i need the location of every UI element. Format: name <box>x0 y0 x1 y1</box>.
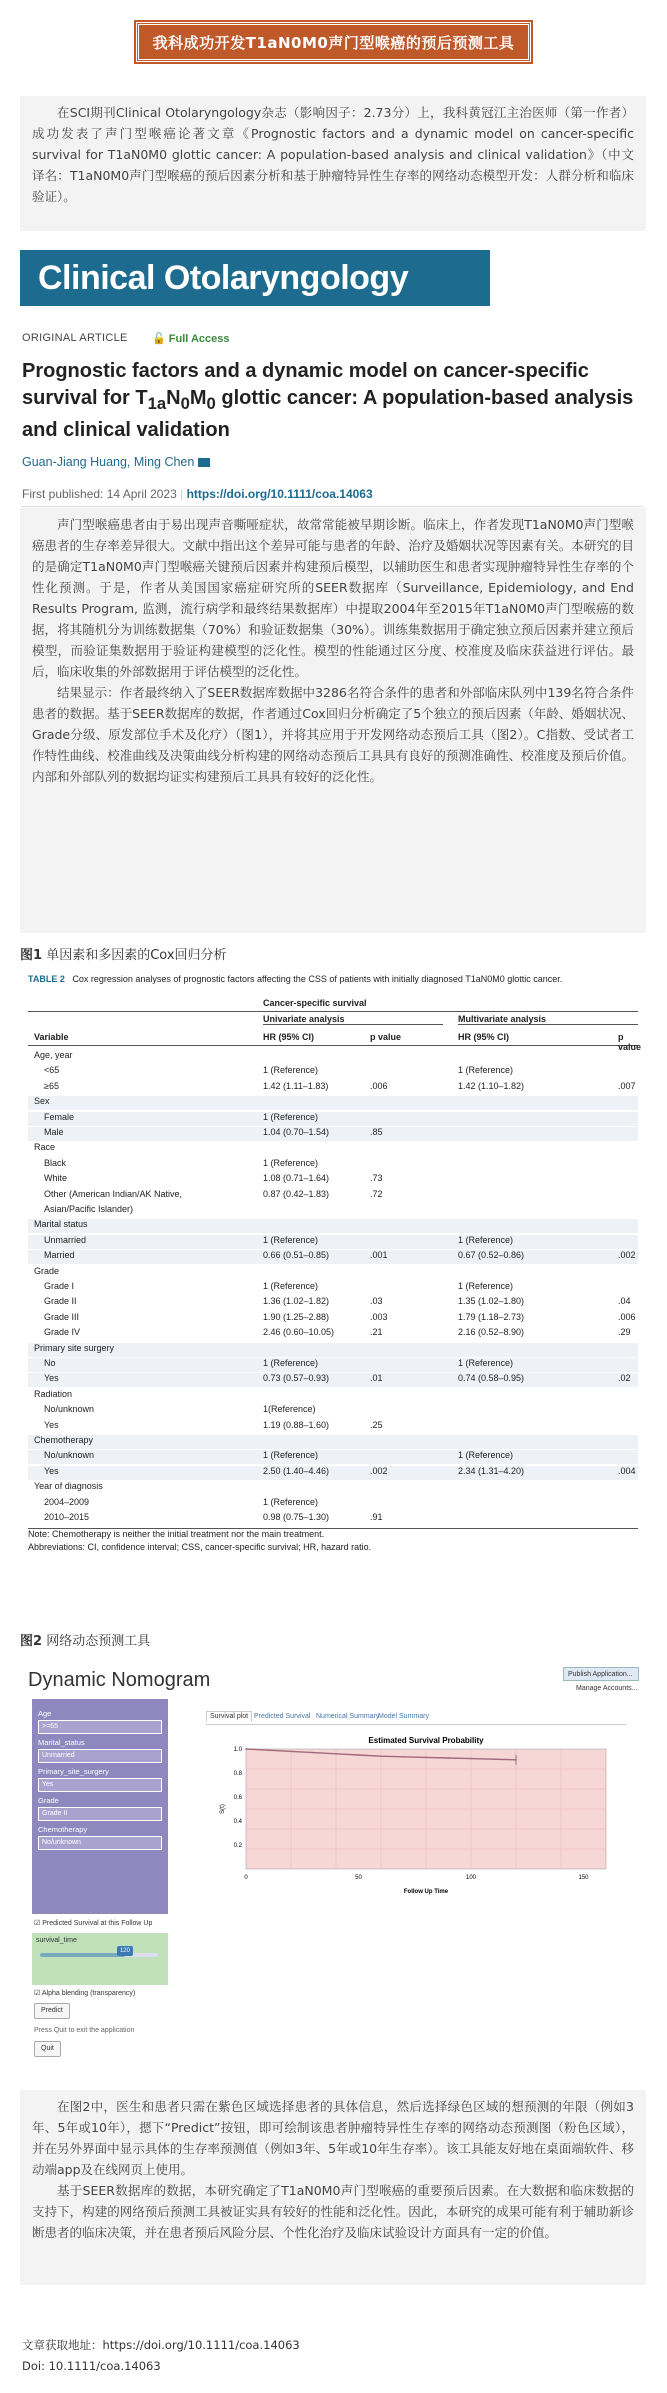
slider-fill <box>40 1953 125 1957</box>
cell-hr-uni: 1.08 (0.71–1.64) <box>263 1173 330 1184</box>
table-group-row <box>28 1343 638 1357</box>
cell-hr-uni: 1 (Reference) <box>263 1157 319 1168</box>
table-group-header <box>28 998 638 1012</box>
cell-p-uni: .01 <box>370 1373 383 1384</box>
cell-hr-multi: 1.79 (1.18–2.73) <box>458 1311 525 1322</box>
survival-point <box>313 1752 315 1754</box>
tab-0[interactable]: Survival plot <box>206 1711 252 1722</box>
table-row <box>28 1173 638 1187</box>
cell-variable: Yes <box>44 1373 59 1384</box>
cell-p-uni: .25 <box>370 1419 383 1430</box>
uni-header: Univariate analysis <box>263 1014 443 1025</box>
y-tick-label: 0.6 <box>233 1795 242 1801</box>
slider-thumb[interactable]: 120 <box>117 1946 133 1956</box>
survival-point <box>268 1749 270 1751</box>
alpha-label: Alpha blending (transparency) <box>41 1990 136 1997</box>
table-row <box>28 1327 638 1341</box>
cell-variable: Male <box>44 1127 64 1137</box>
survival-time-label: survival_time <box>36 1937 77 1944</box>
table-group-row <box>28 1219 638 1233</box>
survival-point <box>380 1755 382 1757</box>
cell-p-uni: .72 <box>370 1188 383 1199</box>
cell-hr-multi: 1 (Reference) <box>458 1234 514 1245</box>
table-group-row <box>28 1050 638 1064</box>
field-label-2: Primary_site_surgery <box>38 1767 109 1776</box>
cell-hr-uni: 1 (Reference) <box>263 1065 319 1076</box>
cell-p-multi: .02 <box>618 1373 631 1384</box>
article-type: ORIGINAL ARTICLE <box>22 332 128 344</box>
survival-point <box>358 1754 360 1756</box>
col-hr: HR (95% CI) <box>263 1032 315 1042</box>
cell-hr-uni: 1.36 (1.02–1.82) <box>263 1296 330 1307</box>
cell-hr-uni: 2.50 (1.40–4.46) <box>263 1465 330 1476</box>
field-label-3: Grade <box>38 1796 59 1805</box>
table-num: TABLE 2 <box>28 974 65 984</box>
cell-variable: Age, year <box>34 1050 73 1060</box>
cell-hr-uni: 1 (Reference) <box>263 1358 319 1368</box>
cell-hr-multi: 1.35 (1.02–1.80) <box>458 1296 525 1307</box>
intro-text: 在SCI期刊Clinical Otolaryngology杂志（影响因子：2.73分）上，我科黄冠江主治医师（第一作者）成功发表了声门型喉癌论著文章《Prognostic factors and a dynamic model on cancer-specific survival for T1aN0M0 glottic cancer: A population-based analysis and clinical validation》（中文译名：T1aN0M0声门型喉癌的预后因素分析和基于肿瘤特异性生存率的网络动态模型开发：人群分析和临床验证）。 <box>32 105 634 204</box>
cell-variable: Sex <box>34 1096 50 1107</box>
table-group-row <box>28 1389 638 1403</box>
cell-hr-multi: 2.16 (0.52–8.90) <box>458 1327 525 1338</box>
intro-paragraph <box>20 96 646 231</box>
survival-point <box>515 1759 517 1761</box>
cell-variable: 2010–2015 <box>44 1512 90 1522</box>
cell-p-uni: .21 <box>370 1327 383 1338</box>
survival-point <box>403 1756 405 1758</box>
cell-variable: Other (American Indian/AK Native, <box>44 1188 183 1199</box>
table-subheader <box>28 1014 638 1028</box>
cell-variable: No/unknown <box>44 1450 95 1461</box>
table-row <box>28 1466 638 1480</box>
table-col-header <box>28 1032 642 1052</box>
journal-logo: Clinical Otolaryngology <box>20 250 490 306</box>
x-tick-label: 100 <box>465 1875 477 1881</box>
table-row <box>28 1373 638 1387</box>
cell-variable: No <box>44 1358 56 1368</box>
cell-p-uni: .003 <box>370 1311 388 1322</box>
col-p: p value <box>370 1032 402 1042</box>
cell-p-multi: .007 <box>618 1080 636 1091</box>
footer-doi: Doi: 10.1111/coa.14063 <box>22 2359 161 2373</box>
table-group-row <box>28 1096 638 1110</box>
table-row <box>28 1158 638 1172</box>
cox-regression-table <box>20 968 646 1578</box>
survival-point <box>425 1757 427 1759</box>
cell-variable: Grade III <box>44 1311 80 1322</box>
cell-hr-uni: 0.87 (0.42–1.83) <box>263 1188 330 1199</box>
cell-variable: Asian/Pacific Islander) <box>44 1204 134 1214</box>
cell-hr-uni: 1.04 (0.70–1.54) <box>263 1127 330 1137</box>
table-row <box>28 1189 638 1203</box>
cell-hr-uni: 1.90 (1.25–2.88) <box>263 1311 330 1322</box>
table-group-row <box>28 1142 638 1156</box>
manage-accounts-link[interactable]: Manage Accounts... <box>576 1685 638 1692</box>
quit-hint: Press Quit to exit the application <box>34 2027 135 2034</box>
cell-variable: Unmarried <box>44 1234 87 1245</box>
cell-variable: Yes <box>44 1419 59 1430</box>
figure-2-title: 网络动态预测工具 <box>46 1634 151 1649</box>
survival-time-panel <box>32 1933 168 1985</box>
publish-button[interactable]: Publish Application... <box>563 1667 639 1681</box>
result-tabs <box>206 1713 626 1725</box>
cell-hr-uni: 0.98 (0.75–1.30) <box>263 1512 330 1522</box>
cell-variable: Primary site surgery <box>34 1342 115 1353</box>
cell-variable: Grade <box>34 1265 60 1276</box>
table-row <box>28 1250 638 1264</box>
predicted-survival-checkbox[interactable]: ☑ Predicted Survival at this Follow Up <box>34 1920 153 1927</box>
field-select-1[interactable]: Unmarried <box>38 1749 162 1763</box>
field-label-4: Chemotherapy <box>38 1825 88 1834</box>
survival-point <box>470 1758 472 1760</box>
summary-paragraphs <box>20 508 646 933</box>
field-label-0: Age <box>38 1709 52 1718</box>
author-list[interactable] <box>22 455 210 469</box>
cell-variable: No/unknown <box>44 1404 95 1415</box>
table-abbrev <box>28 1542 638 1556</box>
cell-p-multi: .004 <box>618 1465 636 1476</box>
cell-variable: Chemotherapy <box>34 1435 94 1445</box>
cell-variable: Marital status <box>34 1219 88 1230</box>
survival-point <box>493 1758 495 1760</box>
tab-2[interactable]: Numerical Summary <box>316 1713 380 1720</box>
cell-variable: Race <box>34 1142 56 1153</box>
cell-hr-uni: 2.46 (0.60–10.05) <box>263 1327 335 1338</box>
cell-hr-multi: 1 (Reference) <box>458 1065 514 1076</box>
y-axis-label: S(t) <box>220 1804 226 1814</box>
col-variable: Variable <box>34 1032 69 1042</box>
predict-button[interactable]: Predict <box>34 2003 70 2019</box>
authors-text[interactable]: Guan-Jiang Huang, Ming Chen <box>22 455 195 469</box>
cell-variable: ≥65 <box>44 1080 59 1091</box>
table-row <box>28 1235 638 1249</box>
cell-variable: Yes <box>44 1465 59 1476</box>
nomogram-sidebar <box>28 1699 198 2059</box>
quit-button[interactable]: Quit <box>34 2041 61 2057</box>
figure-2-label <box>20 1630 150 1649</box>
published-date: First published: 14 April 2023 <box>22 487 177 501</box>
cell-hr-uni: 1 (Reference) <box>263 1234 319 1245</box>
full-access-label: Full Access <box>168 333 230 345</box>
tab-1[interactable]: Predicted Survival <box>254 1713 311 1720</box>
summary-para-1: 声门型喉癌患者由于易出现声音嘶哑症状，故常常能被早期诊断。临床上，作者发现T1aN0M0声门型喉癌患者的生存率差异很大。文献中指出这个差异可能与患者的年龄、治疗及婚姻状况等因素有关。本研究的目的是确定T1aN0M0声门型喉癌关键预后因素并构建预后模型，以辅助医生和患者实现肿瘤特异性生存率的个性化预测。于是，作者从美国国家癌症研究所的SEER数据库（Surveillance, Epidemiology, and End Results Program, 监测，流行病学和最终结果数据库）中提取2004年至2015年T1aN0M0声门型喉癌的数据，将其随机分为训练数据集（70%）和验证数据集（30%）。训练集数据用于确定独立预后因素并建立预后模型，而验证集数据用于验证构建模型的泛化性。模型的性能通过区分度、校准度及临床获益进行评估。最后，临床收集的外部数据用于评估模型的泛化性。 <box>32 517 634 679</box>
table-row <box>28 1420 638 1434</box>
cell-variable: 2004–2009 <box>44 1496 90 1507</box>
cell-variable: <65 <box>44 1065 60 1076</box>
table-row <box>28 1312 638 1326</box>
survival-point <box>245 1748 247 1750</box>
table-row <box>28 1358 638 1372</box>
doi-link[interactable]: https://doi.org/10.1111/coa.14063 <box>186 487 373 501</box>
field-select-2[interactable]: Yes <box>38 1778 162 1792</box>
table-row <box>28 1512 638 1526</box>
survival-point <box>290 1751 292 1753</box>
field-label-1: Marital_status <box>38 1738 85 1747</box>
table-row <box>28 1450 638 1464</box>
cell-p-uni: .03 <box>370 1296 383 1307</box>
cell-hr-multi: 2.34 (1.31–4.20) <box>458 1465 525 1476</box>
cell-p-uni: .73 <box>370 1173 383 1184</box>
survival-point <box>335 1753 337 1755</box>
cell-variable: White <box>44 1173 68 1184</box>
field-select-3[interactable]: Grade II <box>38 1807 162 1821</box>
footer-link[interactable]: 文章获取地址：https://doi.org/10.1111/coa.14063 <box>22 2338 300 2352</box>
input-panel <box>32 1699 168 1914</box>
cell-variable: Grade IV <box>44 1327 81 1338</box>
y-tick-label: 0.8 <box>233 1771 242 1777</box>
full-access-badge <box>152 332 230 345</box>
table-group-row <box>28 1266 638 1280</box>
y-tick-label: 0.2 <box>233 1843 242 1849</box>
footer <box>22 2335 300 2377</box>
cell-p-multi: .29 <box>618 1327 631 1338</box>
figure-1-num: 图1 <box>20 948 43 963</box>
cell-hr-multi: 1 (Reference) <box>458 1358 514 1368</box>
figure-1-label <box>20 944 227 963</box>
plot-title: Estimated Survival Probability <box>368 1736 484 1745</box>
dynamic-nomogram-app <box>20 1655 646 2070</box>
x-tick-label: 50 <box>355 1875 362 1881</box>
cell-hr-uni: 1.42 (1.11–1.83) <box>263 1080 329 1091</box>
table-row <box>28 1281 638 1295</box>
cell-variable: Grade II <box>44 1296 77 1307</box>
cell-variable: Year of diagnosis <box>34 1481 103 1492</box>
cell-p-multi: .002 <box>618 1250 636 1261</box>
tab-3[interactable]: Model Summary <box>378 1713 429 1720</box>
cell-hr-multi: 1 (Reference) <box>458 1450 514 1461</box>
table-group-row <box>28 1481 638 1495</box>
table-row <box>28 1296 638 1310</box>
paper-title: Prognostic factors and a dynamic model on cancer-specific survival for $T_{1a}N_0M_0$ glottic cancer: A population-based analysis and clinical validation <box>22 360 634 441</box>
table-row <box>28 1065 638 1079</box>
table-caption <box>28 974 562 984</box>
y-tick-label: 0.4 <box>233 1819 242 1825</box>
alpha-checkbox[interactable]: ☑ Alpha blending (transparency) <box>34 1990 136 1997</box>
x-tick-label: 150 <box>578 1875 589 1881</box>
cell-p-uni: .85 <box>370 1127 383 1137</box>
cell-p-multi: .04 <box>618 1296 631 1307</box>
publication-info: First published: 14 April 2023 | https://doi.org/10.1111/coa.14063 <box>22 487 642 507</box>
survival-plot <box>206 1729 626 1907</box>
cell-p-uni: .006 <box>370 1080 388 1091</box>
survival-time-slider[interactable] <box>40 1953 158 1957</box>
cell-hr-uni: 0.66 (0.51–0.85) <box>263 1250 330 1261</box>
cell-hr-uni: 1 (Reference) <box>263 1450 319 1461</box>
cell-variable: Grade I <box>44 1281 75 1291</box>
field-select-4[interactable]: No/unknown <box>38 1836 162 1850</box>
cell-p-multi: .006 <box>618 1311 636 1322</box>
x-axis-label: Follow Up Time <box>403 1889 449 1895</box>
cell-hr-uni: 1 (Reference) <box>263 1496 319 1507</box>
table-caption-text: Cox regression analyses of prognostic factors affecting the CSS of patients with initially diagnosed T1aN0M0 glottic cancer. <box>72 974 563 984</box>
x-tick-label: 0 <box>244 1875 248 1881</box>
cell-hr-uni: 1(Reference) <box>263 1404 316 1415</box>
cell-hr-uni: 0.73 (0.57–0.93) <box>263 1373 330 1384</box>
cell-hr-multi: 0.74 (0.58–0.95) <box>458 1373 525 1384</box>
cell-hr-uni: 1 (Reference) <box>263 1111 319 1122</box>
cell-variable: Radiation <box>34 1388 73 1399</box>
table-row <box>28 1497 638 1511</box>
survival-chart-svg <box>206 1729 626 1907</box>
page-banner: 我科成功开发T1aN0M0声门型喉癌的预后预测工具 <box>136 22 531 62</box>
y-tick-label: 1.0 <box>233 1747 242 1753</box>
table-row <box>28 1081 638 1095</box>
cell-hr-multi: 0.67 (0.52–0.86) <box>458 1250 525 1261</box>
table-row <box>28 1404 638 1418</box>
table-row <box>28 1112 638 1126</box>
unlock-icon: 🔓 <box>152 333 169 345</box>
figure-2-num: 图2 <box>20 1634 43 1649</box>
survival-point <box>448 1757 450 1759</box>
table-row <box>28 1204 638 1218</box>
cell-hr-uni: 1.19 (0.88–1.60) <box>263 1419 330 1430</box>
col-hr2: HR (95% CI) <box>458 1032 510 1042</box>
cell-variable: Black <box>44 1157 67 1168</box>
closing-paragraphs <box>20 2090 646 2285</box>
cell-hr-multi: 1.42 (1.10–1.82) <box>458 1080 525 1091</box>
summary-para-2: 结果显示：作者最终纳入了SEER数据库数据中3286名符合条件的患者和外部临床队列中139名符合条件患者的数据。基于SEER数据库的数据，作者通过Cox回归分析确定了5个独立的预后因素（年龄、婚姻状况、Grade分级、原发部位手术及化疗）（图1），并将其应用于开发网络动态预后工具（图2）。C指数、受试者工作特性曲线、校准曲线及决策曲线分析构建的网络动态预后工具具有良好的预测准确性、校准度及预后价值。内部和外部队列的数据均证实构建预后工具具有较好的泛化性。 <box>32 685 634 784</box>
table-note-1: Note: Chemotherapy is neither the initial treatment nor the main treatment. <box>28 1529 325 1539</box>
col-p2: p value <box>618 1032 642 1052</box>
closing-para-1: 在图2中，医生和患者只需在紫色区域选择患者的具体信息，然后选择绿色区域的想预测的年限（例如3年、5年或10年），摁下“Predict”按钮，即可绘制该患者肿瘤特异性生存率的网络动态预测图（粉色区域），并在另外界面中显示具体的生存率预测值（例如3年、5年或10年生存率）。该工具能友好地在桌面端软件、移动端app及在线网页上使用。 <box>32 2099 634 2177</box>
cell-p-uni: .002 <box>370 1465 388 1476</box>
table-note-2: Abbreviations: CI, confidence interval; CSS, cancer-specific survival; HR, hazard ratio. <box>28 1542 372 1552</box>
email-icon[interactable] <box>198 458 210 467</box>
table-note <box>28 1528 638 1542</box>
figure-1-title: 单因素和多因素的Cox回归分析 <box>46 948 227 963</box>
closing-para-2: 基于SEER数据库的数据，本研究确定了T1aN0M0声门型喉癌的重要预后因素。在大数据和临床数据的支持下，构建的网络预后预测工具被证实具有较好的性能和泛化性。因此，本研究的成果可能有利于辅助新诊断患者的临床决策，并在患者预后风险分层、个性化治疗及临床试验设计方面具有一定的价值。 <box>32 2183 634 2240</box>
cell-variable: Married <box>44 1250 75 1261</box>
cell-p-uni: .91 <box>370 1512 383 1522</box>
cell-p-uni: .001 <box>370 1250 388 1261</box>
cell-hr-multi: 1 (Reference) <box>458 1281 514 1291</box>
field-select-0[interactable]: >=65 <box>38 1720 162 1734</box>
cell-variable: Female <box>44 1111 75 1122</box>
cell-hr-uni: 1 (Reference) <box>263 1281 319 1291</box>
multi-header: Multivariate analysis <box>458 1014 638 1025</box>
table-row <box>28 1127 638 1141</box>
group-header: Cancer-specific survival <box>263 998 367 1008</box>
predicted-label: Predicted Survival at this Follow Up <box>42 1920 153 1927</box>
nomogram-title: Dynamic Nomogram <box>28 1669 211 1691</box>
table-group-row <box>28 1435 638 1449</box>
